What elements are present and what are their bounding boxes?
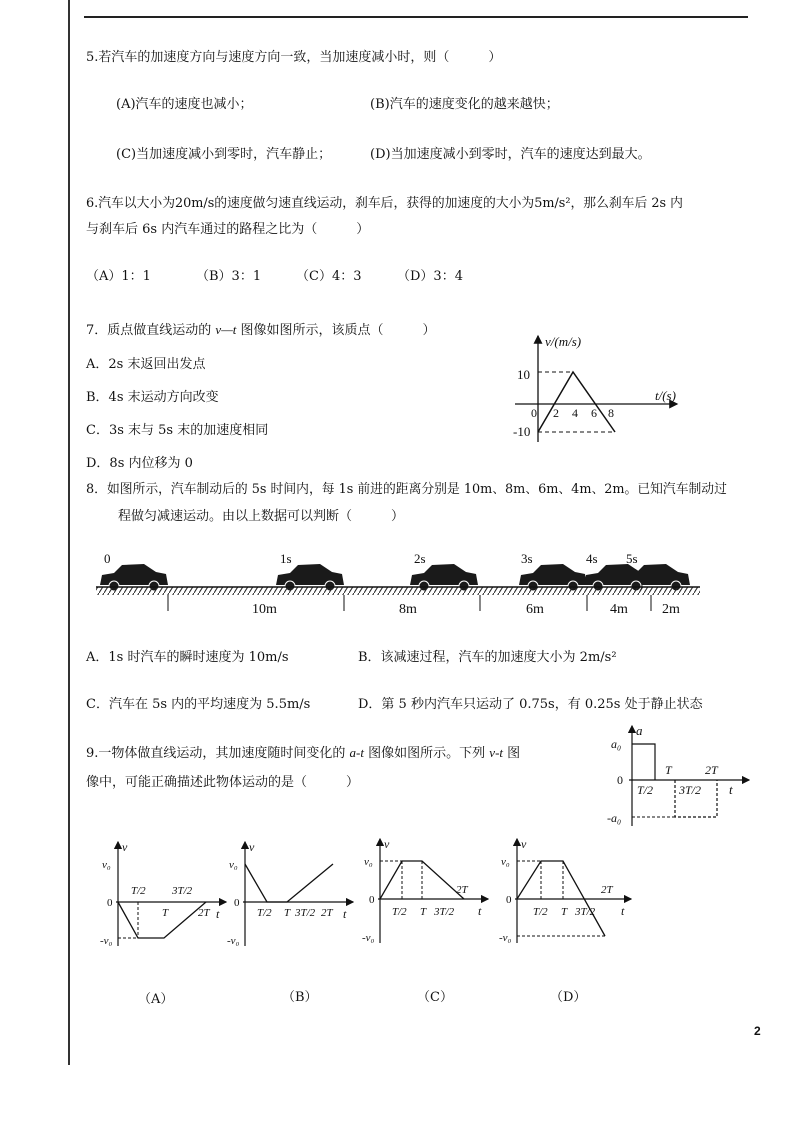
q5-option-a: (A)汽车的速度也减小； [116, 97, 253, 112]
q9-d-origin: 0 [506, 894, 512, 906]
q7-ytick-neg10: -10 [513, 424, 531, 439]
q8-dist-2m: 2m [662, 602, 680, 617]
q9-line1-mid: 图像如图所示。下列 [368, 746, 486, 761]
q7-velocity-line [538, 372, 615, 432]
q9-b-neg: -v₀ [227, 935, 240, 947]
q8-dist-10m: 10m [252, 602, 277, 617]
q9-a-v: v [122, 840, 128, 854]
q9-at-tick-T2: T/2 [637, 783, 654, 797]
q9-at-neg-a0: -a₀ [607, 811, 622, 825]
q9-d-t: t [621, 904, 625, 918]
q9-option-c-graph [360, 835, 495, 947]
q9-b-t: t [343, 907, 347, 921]
q8-line2: 程做匀减速运动。由以上数据可以判断（ ） [118, 509, 405, 524]
q7-stem-post: 图像如图所示，该质点（ ） [240, 323, 436, 338]
page-number: 2 [754, 1024, 761, 1038]
q7-option-b: B．4s 末运动方向改变 [86, 390, 219, 405]
q7-ylabel: v/(m/s) [545, 334, 582, 349]
q8-time-5s: 5s [626, 551, 638, 566]
q9-d-neg: -v₀ [499, 932, 512, 944]
q8-dist-4m: 4m [610, 602, 628, 617]
q9-at-ylabel: a [636, 723, 643, 738]
q8-option-d: D．第 5 秒内汽车只运动了 0.75s，有 0.25s 处于静止状态 [358, 697, 703, 712]
q7-vt-graph [505, 330, 695, 445]
q9-a-tick-0: T/2 [131, 885, 146, 897]
q9-b-tick-2: 3T/2 [295, 907, 316, 919]
q6-option-d: （D）3：4 [397, 269, 463, 284]
q9-d-tick-3: 2T [601, 884, 613, 896]
q7-xtick-0: 0 [531, 406, 537, 420]
q8-dist-8m: 8m [399, 602, 417, 617]
q9-line1-var: a-t [349, 745, 364, 760]
q9-b-tick-3: 2T [321, 907, 333, 919]
q9-at-pos-segment [632, 744, 655, 780]
q9-b-line [245, 864, 333, 902]
q8-time-4s: 4s [586, 551, 598, 566]
q9-at-graph [605, 722, 755, 827]
q6-line1: 6.汽车以大小为20m/s的速度做匀速直线运动，刹车后，获得的加速度的大小为5m/s²，那么刹车后 2s 内 [86, 196, 683, 211]
q9-c-t: t [478, 904, 482, 918]
q9-d-tick-1: T [561, 906, 568, 918]
top-rule [84, 16, 748, 18]
q9-a-tick-3: 2T [198, 907, 210, 919]
q9-option-d-graph [497, 835, 637, 947]
q9-b-origin: 0 [234, 897, 240, 909]
q6-line2: 与刹车后 6s 内汽车通过的路程之比为（ ） [86, 222, 370, 237]
q9-at-tick-T: T [665, 763, 672, 777]
q8-time-1s: 1s [280, 551, 292, 566]
q5-option-d: (D)当加速度减小到零时，汽车的速度达到最大。 [370, 147, 651, 162]
q9-at-tick-2T: 2T [705, 763, 718, 777]
q9-a-t: t [216, 907, 220, 921]
q9-option-b-graph [225, 838, 360, 950]
q8-dist-6m: 6m [526, 602, 544, 617]
q9-d-v: v [521, 837, 527, 851]
q7-stem [86, 319, 436, 338]
q7-xlabel: t/(s) [655, 388, 676, 403]
q9-c-v: v [384, 837, 390, 851]
q6-option-c: （C）4：3 [296, 269, 362, 284]
q9-b-v: v [249, 840, 255, 854]
q9-d-v0: v₀ [501, 856, 510, 868]
q9-a-tick-2: T [162, 907, 169, 919]
q8-time-2s: 2s [414, 551, 426, 566]
q5-stem: 5.若汽车的加速度方向与速度方向一致，当加速度减小时，则（ ） [86, 50, 502, 65]
q8-option-c: C．汽车在 5s 内的平均速度为 5.5m/s [86, 697, 311, 712]
q7-option-c: C．3s 末与 5s 末的加速度相同 [86, 423, 269, 438]
q9-option-a-label: （A） [138, 992, 174, 1007]
q9-at-tick-3T2: 3T/2 [679, 783, 702, 797]
q9-c-tick-2: 3T/2 [434, 906, 455, 918]
q9-at-origin: 0 [617, 773, 623, 787]
q9-a-origin: 0 [107, 897, 113, 909]
q8-ground-hatch [96, 587, 700, 595]
q7-ytick-10: 10 [517, 367, 530, 382]
q7-xtick-2: 2 [553, 406, 559, 420]
q7-stem-pre: 7．质点做直线运动的 [86, 323, 212, 338]
q9-line2: 像中，可能正确描述此物体运动的是（ ） [86, 775, 360, 790]
q9-line1-var2: v-t [489, 745, 504, 760]
q9-option-b-label: （B） [282, 990, 318, 1005]
q9-c-tick-1: T [420, 906, 427, 918]
q9-option-c-label: （C） [417, 990, 453, 1005]
q7-xtick-8: 8 [608, 406, 614, 420]
q9-option-a-graph [98, 838, 233, 950]
left-margin-line [68, 0, 70, 1065]
q9-option-d-label: （D） [550, 990, 587, 1005]
q6-option-b: （B）3：1 [196, 269, 262, 284]
q8-option-b: B．该减速过程，汽车的加速度大小为 2m/s² [358, 650, 617, 665]
q7-xtick-4: 4 [572, 406, 578, 420]
q8-car-diagram [94, 545, 706, 623]
q5-option-c: (C)当加速度减小到零时，汽车静止； [116, 147, 332, 162]
q9-a-v0: v₀ [102, 859, 111, 871]
q6-option-a: （A）1：1 [86, 269, 151, 284]
q7-option-a: A．2s 末返回出发点 [86, 357, 206, 372]
q9-c-tick-3: 2T [456, 884, 468, 896]
q9-line1-post: 图 [507, 746, 521, 761]
q9-b-v0: v₀ [229, 859, 238, 871]
q9-at-xlabel: t [729, 782, 733, 797]
q8-line1: 8．如图所示，汽车制动后的 5s 时间内，每 1s 前进的距离分别是 10m、8m、6m、4m、2m。已知汽车制动过 [86, 482, 727, 497]
q7-xtick-6: 6 [591, 406, 597, 420]
q8-option-a: A．1s 时汽车的瞬时速度为 10m/s [86, 650, 289, 665]
q5-option-b: (B)汽车的速度变化的越来越快； [370, 97, 559, 112]
q9-line1 [86, 742, 520, 761]
q9-c-neg: -v₀ [362, 932, 375, 944]
q9-a-tick-1: 3T/2 [172, 885, 193, 897]
q9-d-tick-0: T/2 [533, 906, 548, 918]
q9-a-neg: -v₀ [100, 935, 113, 947]
q8-time-0: 0 [104, 551, 111, 566]
q9-b-tick-1: T [284, 907, 291, 919]
q9-b-tick-0: T/2 [257, 907, 272, 919]
q9-c-origin: 0 [369, 894, 375, 906]
q9-d-tick-2: 3T/2 [575, 906, 596, 918]
q9-line1-pre: 9.一物体做直线运动，其加速度随时间变化的 [86, 746, 346, 761]
q7-stem-var: v—t [215, 322, 237, 337]
q9-c-tick-0: T/2 [392, 906, 407, 918]
q7-option-d: D．8s 内位移为 0 [86, 456, 193, 471]
q9-c-v0: v₀ [364, 856, 373, 868]
q9-at-a0: a₀ [611, 737, 622, 751]
q8-time-3s: 3s [521, 551, 533, 566]
